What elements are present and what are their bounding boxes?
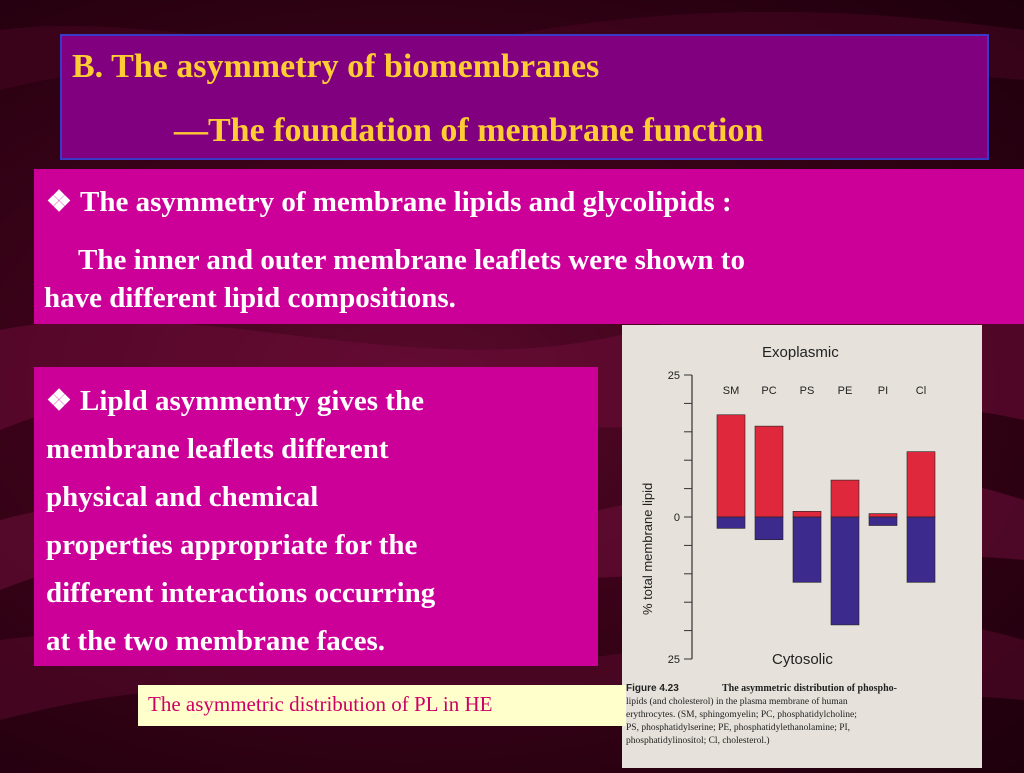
figure-caption-line: PS, phosphatidylserine; PE, phosphatidylethanolamine; PI, bbox=[626, 723, 851, 733]
box1-line1: The inner and outer membrane leaflets were shown to bbox=[78, 244, 745, 276]
y-axis-label: % total membrane lipid bbox=[640, 482, 655, 615]
lipid-distribution-chart bbox=[622, 325, 982, 768]
diamond-bullet-icon: ❖ bbox=[46, 186, 72, 218]
bar-pe-cytosolic bbox=[831, 517, 859, 625]
category-label: PI bbox=[877, 385, 889, 397]
bar-sm-cytosolic bbox=[717, 517, 745, 528]
category-label: Cl bbox=[915, 385, 927, 397]
lipid-function-box bbox=[34, 367, 598, 666]
lipid-distribution-figure bbox=[622, 325, 982, 768]
figure-number: Figure 4.23 bbox=[626, 683, 679, 694]
bar-pc-exoplasmic bbox=[755, 426, 783, 517]
box2-line: membrane leaflets different bbox=[46, 433, 389, 465]
y-tick-label: 0 bbox=[673, 512, 680, 524]
box2-line: different interactions occurring bbox=[46, 577, 436, 609]
category-label: PS bbox=[799, 385, 815, 397]
bar-pi-cytosolic bbox=[869, 517, 897, 526]
cytosolic-label: Cytosolic bbox=[772, 651, 833, 668]
bar-pc-cytosolic bbox=[755, 517, 783, 540]
box1-heading-row bbox=[46, 185, 732, 219]
box2-line: at the two membrane faces. bbox=[46, 625, 386, 657]
category-label: PE bbox=[837, 385, 853, 397]
bar-pe-exoplasmic bbox=[831, 480, 859, 517]
bar-pi-exoplasmic bbox=[869, 514, 897, 517]
lipid-asymmetry-box bbox=[34, 169, 1024, 324]
box2-line: properties appropriate for the bbox=[46, 529, 418, 561]
box2-line: physical and chemical bbox=[46, 481, 319, 513]
exoplasmic-label: Exoplasmic bbox=[762, 344, 839, 361]
slide-subtitle: —The foundation of membrane function bbox=[174, 112, 764, 149]
bar-ps-cytosolic bbox=[793, 517, 821, 582]
bar-cl-cytosolic bbox=[907, 517, 935, 582]
slide-title: B. The asymmetry of biomembranes bbox=[72, 48, 600, 85]
category-label: PC bbox=[761, 385, 777, 397]
y-tick-label: 25 bbox=[667, 370, 680, 382]
slide-caption: The asymmetric distribution of PL in HE bbox=[138, 685, 626, 726]
figure-caption-line: erythrocytes. (SM, sphingomyelin; PC, phosphatidylcholine; bbox=[626, 710, 857, 720]
box2-line: ❖ Lipld asymmentry gives the bbox=[46, 385, 424, 417]
box1-line2: have different lipid compositions. bbox=[44, 282, 456, 314]
bar-cl-exoplasmic bbox=[907, 452, 935, 517]
diamond-bullet-icon: ❖ bbox=[46, 385, 72, 417]
y-tick-label: 25 bbox=[667, 654, 680, 666]
figure-caption-line: phosphatidylinositol; Cl, cholesterol.) bbox=[626, 736, 770, 746]
category-label: SM bbox=[722, 385, 740, 397]
figure-caption-line: lipids (and cholesterol) in the plasma membrane of human bbox=[626, 697, 848, 707]
figure-caption-line: The asymmetric distribution of phospho- bbox=[722, 683, 898, 694]
title-box bbox=[60, 34, 989, 160]
bar-ps-exoplasmic bbox=[793, 511, 821, 517]
bar-sm-exoplasmic bbox=[717, 415, 745, 517]
box1-heading: The asymmetry of membrane lipids and glycolipids : bbox=[80, 186, 732, 218]
